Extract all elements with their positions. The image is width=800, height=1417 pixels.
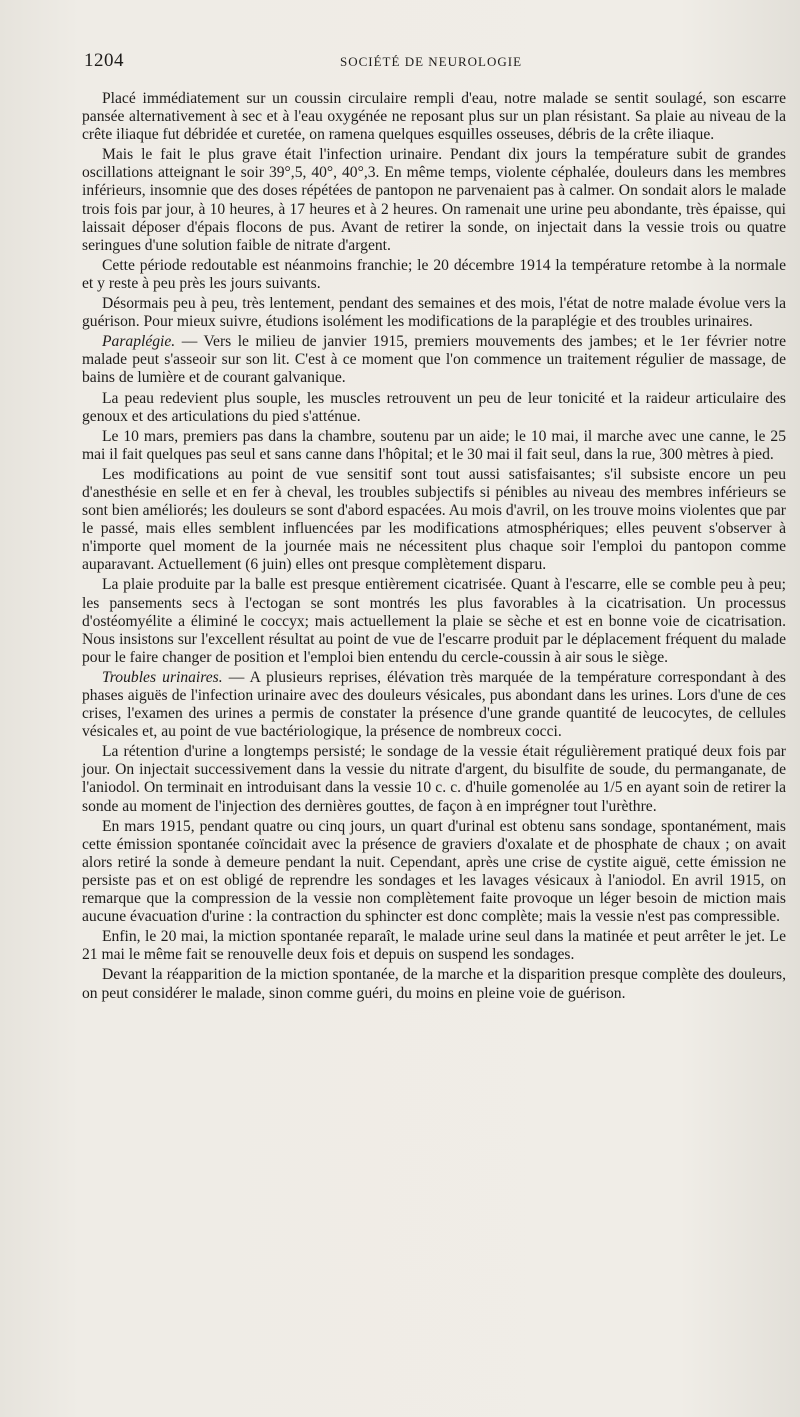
paragraph	[82, 818, 786, 927]
paragraph	[82, 928, 786, 964]
paragraph	[82, 390, 786, 426]
section-title-troubles-urinaires: Troubles urinaires.	[102, 668, 223, 686]
paragraph-text: Mais le fait le plus grave était l'infection urinaire. Pendant dix jours la température subit de grandes oscillations atteignant le soir 39°,5, 40°, 40°,3. En même temps, violente céphalée, douleurs dans les membres inférieurs, insomnie que des doses répétées de pantopon ne parvenaient pas à calmer. On sondait alors le malade trois fois par jour, à 10 heures, à 17 heures et à 2 heures. On ramenait une urine peu abondante, très épaisse, qui laissait déposer d'épais flocons de pus. Avant de retirer la sonde, on injectait dans la vessie trois ou quatre seringues d'une solution faible de nitrate d'argent.	[82, 146, 786, 254]
paragraph-text: La peau redevient plus souple, les muscles retrouvent un peu de leur tonicité et la raideur articulaire des genoux et des articulations du pied s'atténue.	[82, 389, 786, 425]
paragraph-text: Placé immédiatement sur un coussin circulaire rempli d'eau, notre malade se sentit soulagé, son escarre pansée alternativement à sec et à l'eau oxygénée ne reposant plus sur un plan résistant. Sa plaie au niveau de la crête iliaque fut débridée et curetée, on ramena quelques esquilles osseuses, débris de la crête iliaque.	[82, 90, 786, 144]
paragraph-text: Cette période redoutable est néanmoins franchie; le 20 décembre 1914 la température retombe à la normale et y reste à peu près les jours suivants.	[82, 256, 786, 292]
paragraph	[82, 576, 786, 666]
paragraph	[82, 295, 786, 331]
paragraph-text: Les modifications au point de vue sensitif sont tout aussi satisfaisantes; s'il subsiste encore un peu d'anesthésie en selle et en fer à cheval, les troubles subjectifs si pénibles au niveau des membres inférieurs se sont bien améliorés; les douleurs se sont d'abord espacées. Au mois d'avril, on les trouve moins violentes que par le passé, mais elles semblent influencées par les modifications atmosphériques; elles peuvent s'observer à n'importe quel moment de la journée mais ne nécessitent plus chaque soir l'emploi du pantopon comme auparavant. Actuellement (6 juin) elles ont presque complètement disparu.	[82, 465, 786, 574]
page-header	[84, 50, 784, 74]
paragraph	[82, 90, 786, 144]
page-number: 1204	[84, 50, 124, 71]
paragraph-text: — A plusieurs reprises, élévation très marquée de la température correspondant à des phases aiguës de l'infection urinaire avec des douleurs vésicales, pus abondant dans les urines. Lors d'une de ces crises, l'examen des urines a permis de constater la présence d'une grande quantité de leucocytes, de cellules vésicales et, au point de vue bactériologique, la présence de nombreux cocci.	[82, 668, 786, 741]
body-text	[82, 90, 786, 1005]
paragraph-text: Le 10 mars, premiers pas dans la chambre, soutenu par un aide; le 10 mai, il marche avec une canne, le 25 mai il fait quelques pas seul et sans canne dans l'hôpital; et le 30 mai il fait seul, dans la rue, 300 mètres à pied.	[82, 427, 786, 463]
paragraph-text: Devant la réapparition de la miction spontanée, de la marche et la disparition presque complète des douleurs, on peut considérer le malade, sinon comme guéri, du moins en pleine voie de guérison.	[82, 966, 786, 1002]
paragraph	[82, 743, 786, 815]
paragraph	[82, 428, 786, 464]
paragraph-text: Désormais peu à peu, très lentement, pendant des semaines et des mois, l'état de notre malade évolue vers la guérison. Pour mieux suivre, étudions isolément les modifications de la paraplégie et des troubles urinaires.	[82, 295, 786, 331]
paragraph	[82, 669, 786, 741]
section-title-paraplegie: Paraplégie.	[102, 333, 176, 351]
running-title: SOCIÉTÉ DE NEUROLOGIE	[340, 54, 523, 69]
paragraph-text: Enfin, le 20 mai, la miction spontanée reparaît, le malade urine seul dans la matinée et peut arrêter le jet. Le 21 mai le même fait se renouvelle deux fois et depuis on suspend les sondages.	[82, 928, 786, 964]
paragraph	[82, 966, 786, 1002]
paragraph	[82, 257, 786, 293]
paragraph	[82, 466, 786, 575]
paragraph-text: — Vers le milieu de janvier 1915, premiers mouvements des jambes; et le 1er février notre malade peut s'asseoir sur son lit. C'est à ce moment que l'on commence un traitement régulier de massage, de bains de lumière et de courant galvanique.	[82, 333, 786, 387]
paragraph	[82, 333, 786, 387]
paragraph-text: La rétention d'urine a longtemps persisté; le sondage de la vessie était régulièrement pratiqué deux fois par jour. On injectait successivement dans la vessie du nitrate d'argent, du bisulfite de soude, du permanganate, de l'aniodol. On terminait en introduisant dans la vessie 10 c. c. d'huile gomenolée au 1/5 en ayant soin de retirer la sonde au moment de l'injection des dernières gouttes, de façon à en imprégner tout l'urèthre.	[82, 743, 786, 815]
paragraph-text: En mars 1915, pendant quatre ou cinq jours, un quart d'urinal est obtenu sans sondage, spontanément, mais cette émission spontanée coïncidait avec la présence de graviers d'oxalate et de phosphate de chaux ; on avait alors retiré la sonde à demeure pendant la nuit. Cependant, après une crise de cystite aiguë, cette émission ne persiste pas et on est obligé de reprendre les sondages et les lavages vésicaux à l'aniodol. En avril 1915, on remarque que la compression de la vessie non complètement faite provoque un léger besoin de miction mais aucune évacuation d'urine : la contraction du sphincter est donc complète; mais la vessie n'est pas compressible.	[82, 817, 786, 926]
paragraph	[82, 146, 786, 255]
paragraph-text: La plaie produite par la balle est presque entièrement cicatrisée. Quant à l'escarre, elle se comble peu à peu; les pansements secs à l'ectogan se sont montrés les plus favorables à la cicatrisation. Un processus d'ostéomyélite a éliminé le coccyx; mais actuellement la plaie se sèche et est en bonne voie de cicatrisation. Nous insistons sur l'excellent résultat au point de vue de l'escarre produit par le déplacement fréquent du malade pour le faire changer de position et l'emploi bien entendu du cercle-coussin à air sous le siège.	[82, 576, 786, 666]
